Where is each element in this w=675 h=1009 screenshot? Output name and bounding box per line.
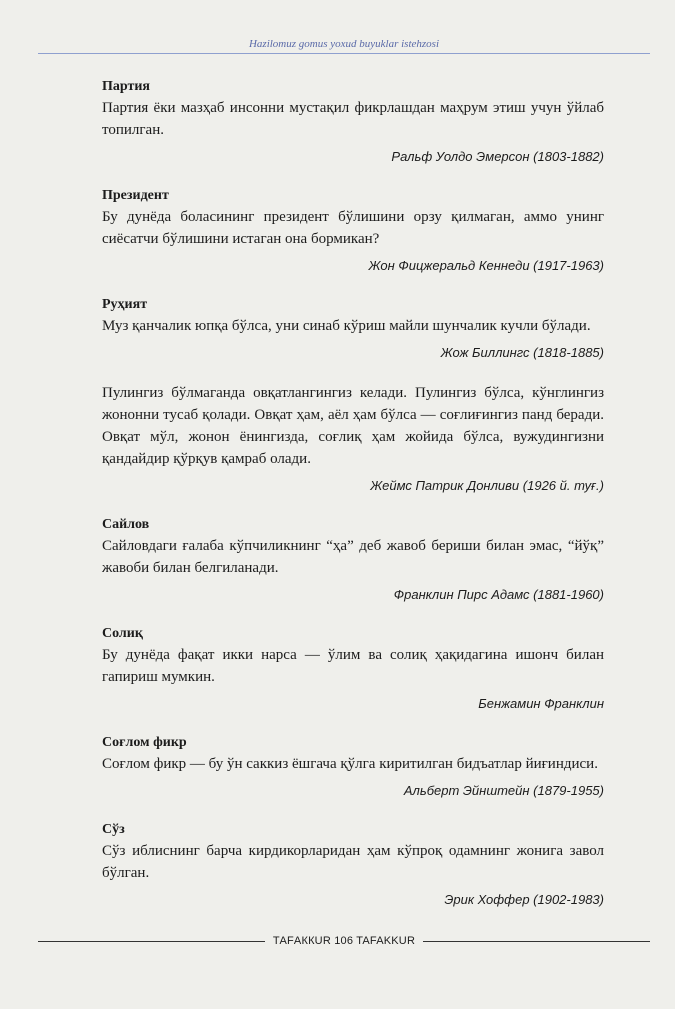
entry-text: Бу дунёда фақат икки нарса — ўлим ва солиқ ҳақидагина ишонч билан гапириш мумкин. — [102, 647, 604, 685]
quote-entry — [102, 733, 604, 800]
footer-rule-right — [423, 941, 650, 942]
entry-heading: Сўз — [102, 822, 125, 837]
entry-heading: Руҳият — [102, 297, 148, 312]
entry-text: Бу дунёда боласининг президент бўлишини орзу қилмаган, аммо унинг сиёсатчи бўлишини истаган она бормикан? — [102, 209, 604, 247]
entry-text: Муз қанчалик юпқа бўлса, уни синаб кўриш майли шунчалик кучли бўлади. — [102, 318, 591, 334]
entry-author: Эрик Хоффер (1902-1983) — [444, 892, 604, 907]
entry-heading: Солиқ — [102, 626, 143, 641]
footer-rule-left — [38, 941, 265, 942]
quote-entry — [102, 382, 604, 495]
running-header: Hazilomuz gomus yoxud buyuklar istehzosi — [248, 38, 440, 50]
entry-text: Партия ёки мазҳаб инсонни мустақил фикрлашдан маҳрум этиш учун ўйлаб топилган. — [102, 100, 604, 138]
footer-page-label: ТАFАККUR 106 TAFAKKUR — [272, 935, 416, 947]
entry-author: Жон Фицжеральд Кеннеди (1917-1963) — [368, 258, 604, 273]
entry-author: Ральф Уолдо Эмерсон (1803-1882) — [391, 149, 604, 164]
quote-entry — [102, 186, 604, 275]
entry-text: Сўз иблиснинг барча кирдикорларидан ҳам кўпроқ одамнинг жонига завол бўлган. — [102, 843, 604, 881]
entry-heading: Партия — [102, 79, 151, 94]
page-footer — [38, 932, 650, 950]
entry-text: Пулингиз бўлмаганда овқатлангингиз келади. Пулингиз бўлса, кўнглингиз жононни тусаб қолади. Овқат ҳам, аёл ҳам бўлса — соғлиғингиз панд беради. Овқат мўл, жонон ёнингизда, соғлиқ ҳам жойида бўлса, вужудингизни қандайдир қўрқув қамраб олади. — [102, 385, 604, 467]
entry-heading: Сайлов — [102, 517, 150, 532]
entry-text: Сайловдаги ғалаба кўпчиликнинг “ҳа” деб жавоб бериши билан эмас, “йўқ” жавоби билан белгиланади. — [102, 538, 604, 576]
quote-entry — [102, 624, 604, 713]
quote-entry — [102, 77, 604, 166]
quote-entry — [102, 295, 604, 362]
quote-list — [102, 77, 604, 929]
entry-author: Франклин Пирс Адамс (1881-1960) — [393, 587, 604, 602]
entry-author: Жож Биллингс (1818-1885) — [440, 345, 604, 360]
entry-author: Альберт Эйнштейн (1879-1955) — [403, 783, 604, 798]
header-rule — [38, 53, 650, 54]
entry-author: Бенжамин Франклин — [478, 696, 604, 711]
quote-entry — [102, 515, 604, 604]
entry-heading: Соғлом фикр — [102, 735, 187, 750]
quote-entry — [102, 820, 604, 909]
entry-author: Жеймс Патрик Донливи (1926 й. туғ.) — [370, 478, 604, 493]
entry-heading: Президент — [102, 188, 169, 203]
entry-text: Соғлом фикр — бу ўн саккиз ёшгача қўлга киритилган бидъатлар йиғиндиси. — [102, 756, 598, 772]
